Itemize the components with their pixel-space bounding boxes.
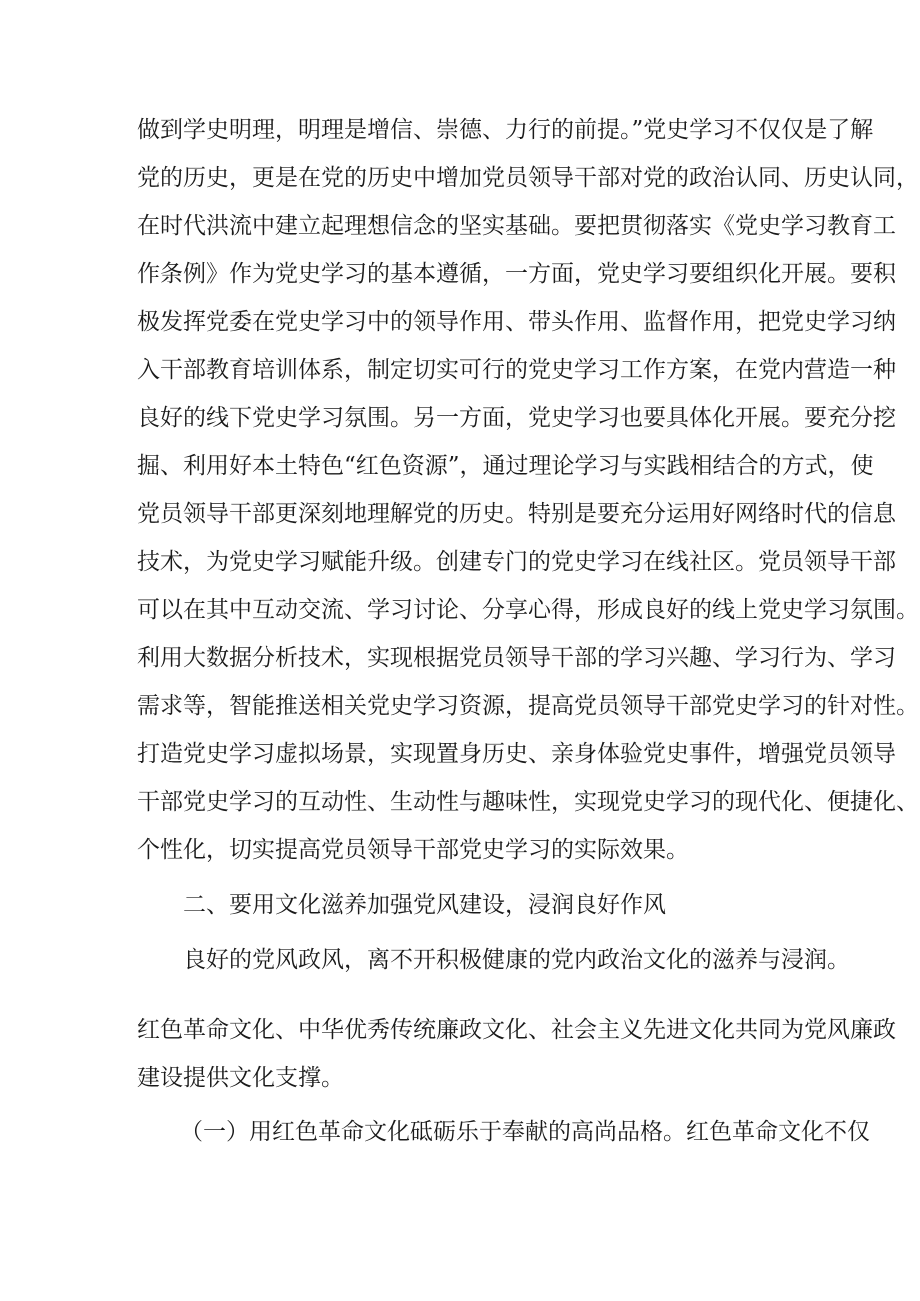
paragraph-line: 打造党史学习虚拟场景，实现置身历史、亲身体验党史事件，增强党员领导 [137, 741, 896, 767]
paragraph-line: 良好的党风政风，离不开积极健康的党内政治文化的滋养与浸润。 [183, 947, 850, 973]
paragraph-line: 极发挥党委在党史学习中的领导作用、带头作用、监督作用，把党史学习纳 [137, 309, 896, 335]
paragraph-line: 在时代洪流中建立起理想信念的坚实基础。要把贯彻落实《党史学习教育工 [137, 213, 896, 239]
section-heading: 二、要用文化滋养加强党风建设，浸润良好作风 [183, 892, 666, 918]
paragraph-line: 党员领导干部更深刻地理解党的历史。特别是要充分运用好网络时代的信息 [137, 501, 896, 527]
paragraph-line: 入干部教育培训体系，制定切实可行的党史学习工作方案，在党内营造一种 [137, 357, 896, 383]
subsection-heading: （一）用红色革命文化砥砺乐于奉献的高尚品格。红色革命文化不仅 [180, 1119, 870, 1145]
paragraph-line: 利用大数据分析技术，实现根据党员领导干部的学习兴趣、学习行为、学习 [137, 645, 896, 671]
paragraph-line: 可以在其中互动交流、学习讨论、分享心得，形成良好的线上党史学习氛围。 [137, 597, 919, 623]
paragraph-line: 作条例》作为党史学习的基本遵循，一方面，党史学习要组织化开展。要积 [137, 261, 896, 287]
paragraph-line: 做到学史明理，明理是增信、崇德、力行的前提。”党史学习不仅仅是了解 [137, 117, 874, 143]
paragraph-line: 干部党史学习的互动性、生动性与趣味性，实现党史学习的现代化、便捷化、 [137, 789, 919, 815]
paragraph-line: 党的历史，更是在党的历史中增加党员领导干部对党的政治认同、历史认同， [137, 165, 919, 191]
paragraph-line: 需求等，智能推送相关党史学习资源，提高党员领导干部党史学习的针对性。 [137, 693, 919, 719]
paragraph-line: 红色革命文化、中华优秀传统廉政文化、社会主义先进文化共同为党风廉政 [137, 1017, 896, 1043]
paragraph-line: 个性化，切实提高党员领导干部党史学习的实际效果。 [137, 837, 689, 863]
paragraph-line: 良好的线下党史学习氛围。另一方面，党史学习也要具体化开展。要充分挖 [137, 405, 896, 431]
paragraph-line: 技术，为党史学习赋能升级。创建专门的党史学习在线社区。党员领导干部 [137, 549, 896, 575]
paragraph-line: 掘、利用好本土特色“红色资源”，通过理论学习与实践相结合的方式，使 [137, 453, 874, 479]
paragraph-line: 建设提供文化支撑。 [137, 1065, 344, 1091]
